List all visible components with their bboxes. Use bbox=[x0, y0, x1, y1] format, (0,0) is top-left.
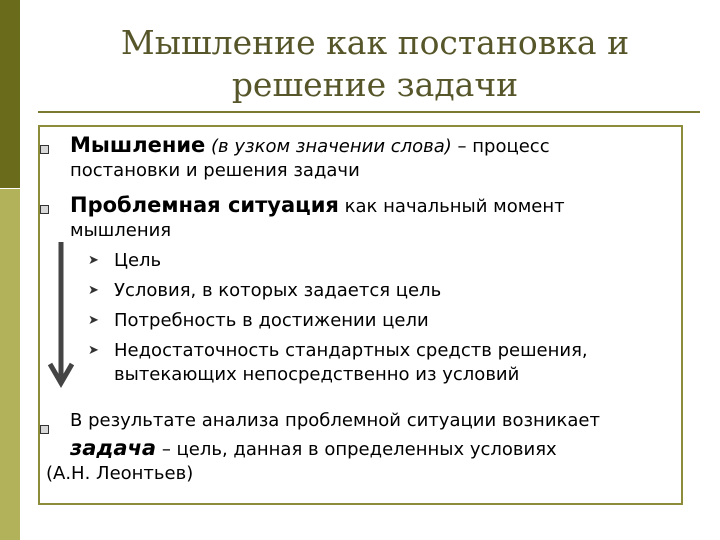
bullet-3-line-2 bbox=[70, 435, 557, 463]
sidebar-accent-light bbox=[0, 189, 20, 540]
arrowhead-bullet-icon: ➤ bbox=[88, 313, 99, 328]
subitem-conditions: Условия, в которых задается цель bbox=[114, 280, 442, 301]
square-bullet-icon bbox=[40, 425, 49, 434]
sidebar-accent-dark bbox=[0, 0, 20, 188]
bullet-2-line-1 bbox=[70, 192, 565, 220]
term-problem-situation: Проблемная ситуация bbox=[70, 193, 339, 217]
term-note: (в узком значении слова) bbox=[211, 136, 452, 157]
bullet-3-line-1: В результате анализа проблемной ситуации возникает bbox=[70, 410, 600, 431]
subitem-insufficiency-cont: вытекающих непосредственно из условий bbox=[114, 364, 520, 385]
subitem-need: Потребность в достижении цели bbox=[114, 310, 429, 331]
subitem-insufficiency: Недостаточность стандартных средств решения, bbox=[114, 340, 588, 361]
arrowhead-bullet-icon: ➤ bbox=[88, 253, 99, 268]
bullet-2-rest: как начальный момент bbox=[344, 196, 565, 217]
bullet-2-line-2: мышления bbox=[70, 220, 172, 241]
term-task: задача bbox=[70, 436, 157, 460]
bullet-1-line-2: постановки и решения задачи bbox=[70, 160, 360, 181]
term-thinking: Мышление bbox=[70, 133, 206, 157]
bullet-3-rest: – цель, данная в определенных условиях bbox=[156, 439, 557, 460]
bullet-1-line-1 bbox=[70, 132, 550, 160]
citation: (А.Н. Леонтьев) bbox=[46, 463, 194, 484]
square-bullet-icon bbox=[40, 145, 49, 154]
title-line-2: решение задачи bbox=[231, 65, 519, 104]
title-line-1: Мышление как постановка и bbox=[120, 23, 630, 62]
down-arrow-icon bbox=[46, 240, 76, 390]
square-bullet-icon bbox=[40, 205, 49, 214]
title-underline bbox=[38, 111, 700, 113]
subitem-goal: Цель bbox=[114, 250, 162, 271]
arrowhead-bullet-icon: ➤ bbox=[88, 343, 99, 358]
bullet-1-rest: – процесс bbox=[451, 136, 550, 157]
slide-title bbox=[40, 22, 710, 106]
arrowhead-bullet-icon: ➤ bbox=[88, 283, 99, 298]
